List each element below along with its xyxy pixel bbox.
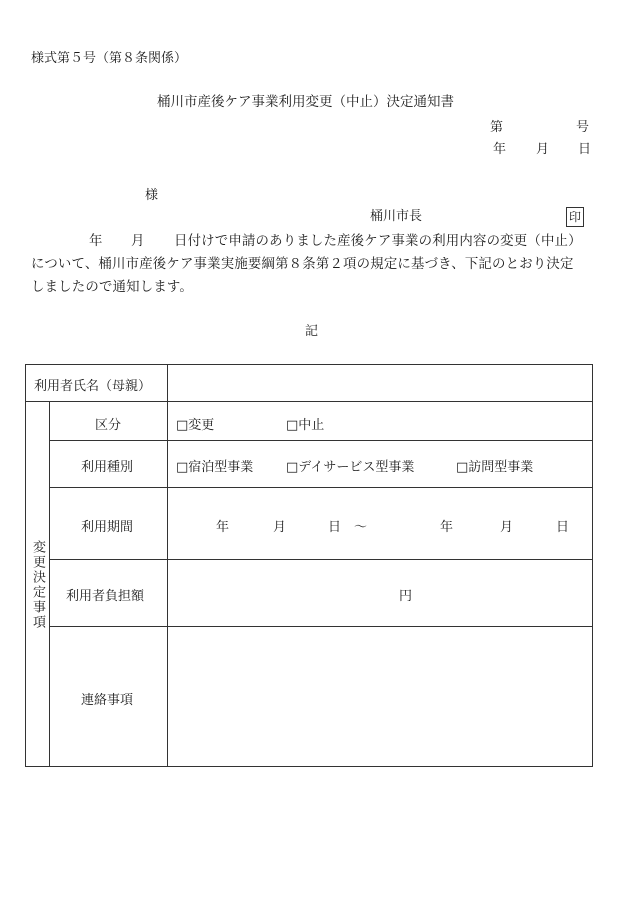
addressee-honorific: 様 <box>145 188 159 203</box>
seal-mark: 印 <box>566 207 584 227</box>
period-end-year: 年 <box>440 520 454 535</box>
sender-name: 桶川市長 <box>370 209 423 224</box>
type-option-day-service[interactable]: □デイサービス型事業 <box>286 460 415 475</box>
date-year: 年 <box>493 142 507 157</box>
user-name-label: 利用者氏名（母親） <box>34 379 152 394</box>
category-label: 区分 <box>95 418 122 433</box>
category-option-change[interactable]: □変更 <box>176 418 215 433</box>
user-name-field[interactable] <box>168 365 592 401</box>
row-divider <box>26 401 592 402</box>
decision-table <box>25 364 593 767</box>
column-divider <box>49 401 50 766</box>
period-start-day: 日 ～ <box>328 520 368 535</box>
period-end-day: 日 <box>556 520 570 535</box>
doc-number-suffix: 号 <box>576 120 590 135</box>
period-start-year: 年 <box>216 520 230 535</box>
body-line-2: について、桶川市産後ケア事業実施要綱第８条第２項の規定に基づき、下記のとおり決定 <box>31 257 574 272</box>
group-label: 変更決定事項 <box>30 539 45 630</box>
date-day: 日 <box>578 142 592 157</box>
body-year: 年 <box>89 234 103 249</box>
type-option-stay[interactable]: □宿泊型事業 <box>176 460 254 475</box>
group-label-cell <box>26 402 49 767</box>
row-divider <box>49 559 592 560</box>
body-month: 月 <box>131 234 145 249</box>
period-end-month: 月 <box>500 520 514 535</box>
notes-field[interactable] <box>168 627 592 766</box>
date-month: 月 <box>536 142 550 157</box>
type-option-visit[interactable]: □訪問型事業 <box>456 460 534 475</box>
doc-number-prefix: 第 <box>490 120 504 135</box>
type-label: 利用種別 <box>81 460 134 475</box>
fee-unit: 円 <box>399 589 413 604</box>
notes-label: 連絡事項 <box>81 693 134 708</box>
period-start-month: 月 <box>273 520 287 535</box>
row-divider <box>49 440 592 441</box>
period-label: 利用期間 <box>81 520 134 535</box>
form-number: 様式第５号（第８条関係） <box>31 51 188 66</box>
fee-label: 利用者負担額 <box>66 589 145 604</box>
category-option-cancel[interactable]: □中止 <box>286 418 325 433</box>
document-title: 桶川市産後ケア事業利用変更（中止）決定通知書 <box>157 94 454 110</box>
ki-heading: 記 <box>305 324 319 339</box>
body-line-1: 日付けで申請のありました産後ケア事業の利用内容の変更（中止） <box>174 234 582 249</box>
body-line-3: しましたので通知します。 <box>31 280 194 295</box>
row-divider <box>49 487 592 488</box>
